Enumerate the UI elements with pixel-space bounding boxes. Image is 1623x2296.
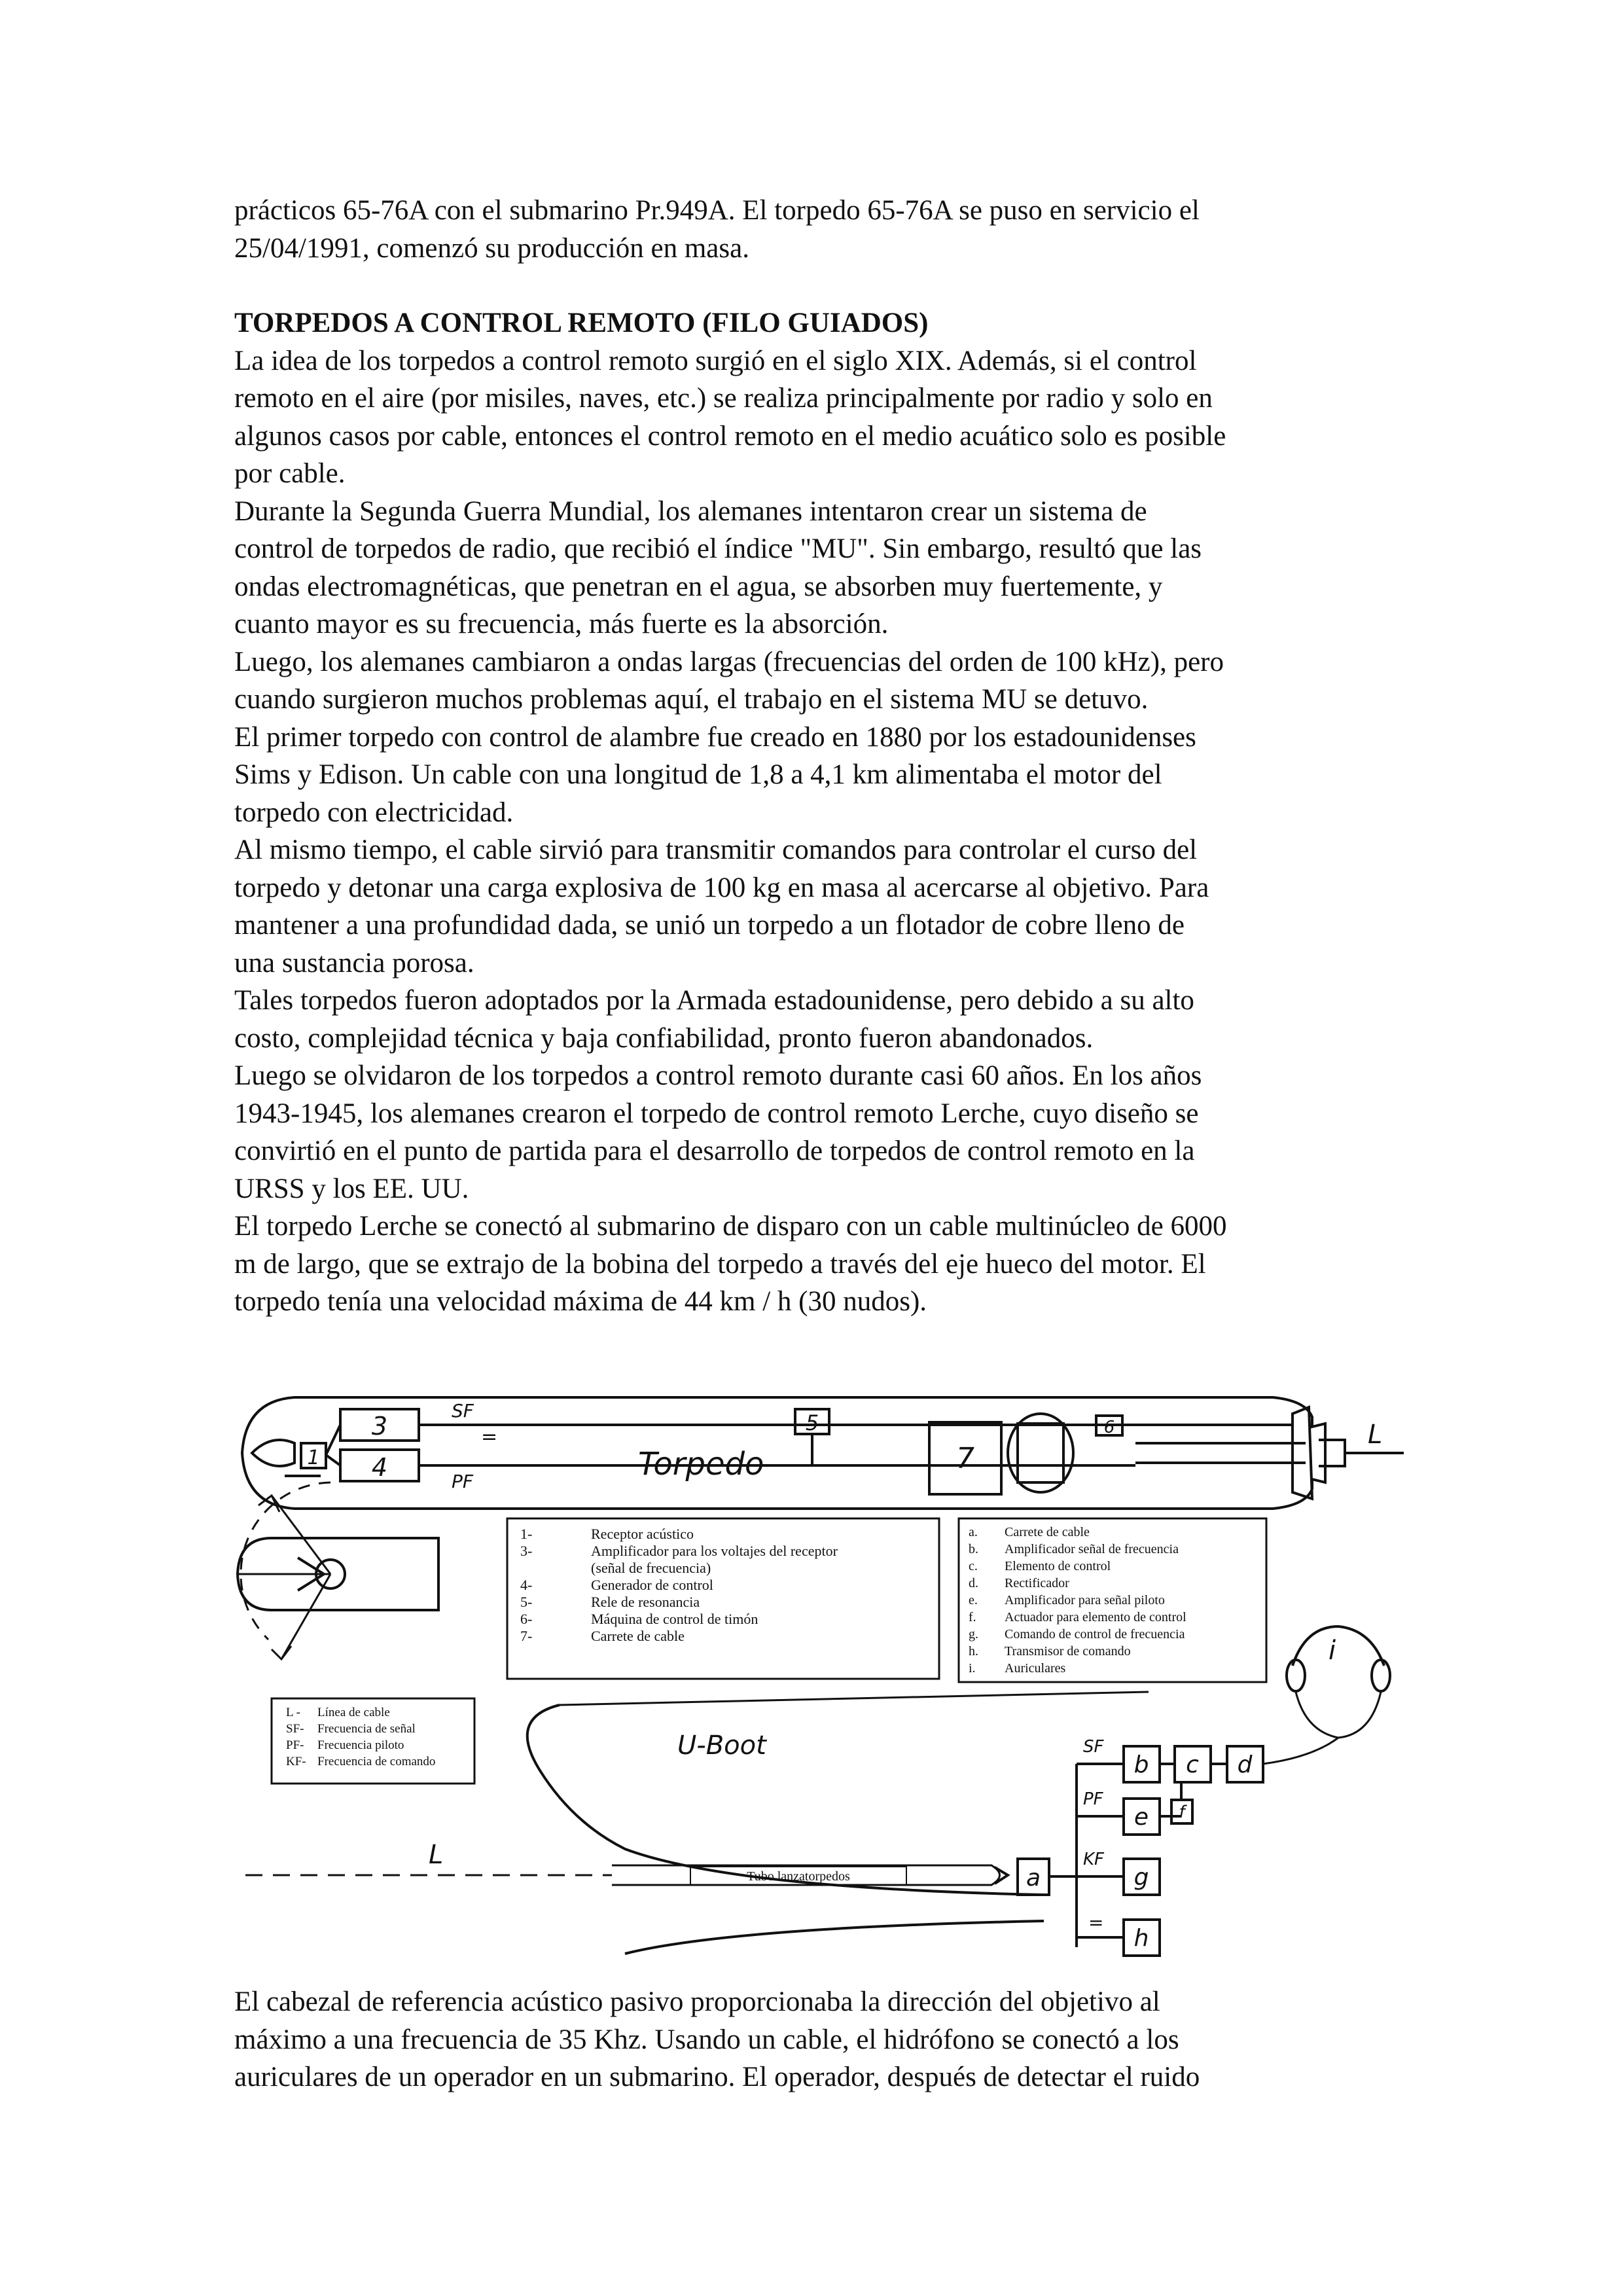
legend-text: Rectificador — [1005, 1576, 1069, 1590]
legend-text: Transmisor de comando — [1005, 1644, 1131, 1659]
text-line: URSS y los EE. UU. — [234, 1173, 469, 1204]
legend-key: b. — [969, 1542, 978, 1556]
box-g-label: g — [1133, 1864, 1149, 1891]
eq-signal-label: = — [481, 1426, 498, 1448]
legend-text: (señal de frecuencia) — [591, 1560, 711, 1576]
headphones-icon — [1263, 1626, 1390, 1764]
text-line: convirtió en el punto de partida para el desarrollo de torpedos de control remoto en la — [234, 1136, 1195, 1166]
text-line: Tales torpedos fueron adoptados por la Armada estadounidense, pero debido a su alto — [234, 985, 1194, 1016]
torpedo-nose — [252, 1400, 1293, 1492]
text-line: cuanto mayor es su frecuencia, más fuerte es la absorción. — [234, 609, 889, 639]
text-line: Al mismo tiempo, el cable sirvió para transmitir comandos para controlar el curso del — [234, 834, 1198, 865]
legend-key: 1- — [520, 1526, 533, 1542]
part-1-label: 1 — [307, 1446, 320, 1469]
legend-submarine — [959, 1518, 1266, 1682]
legend-torpedo — [507, 1518, 939, 1679]
part-4-label: 4 — [371, 1453, 388, 1482]
legend-key: 7- — [520, 1628, 533, 1644]
text-line: Sims y Edison. Un cable con una longitud de 1,8 a 4,1 km alimentaba el motor del — [234, 759, 1162, 790]
legend-key: f. — [969, 1610, 976, 1624]
text-line: auriculares de un operador en un submarino. El operador, después de detectar el ruido — [234, 2062, 1200, 2092]
control-boxes — [1018, 1737, 1263, 1956]
headphones-i-label: i — [1329, 1636, 1336, 1666]
box-b-label: b — [1133, 1751, 1149, 1778]
sf-signal-label: SF — [452, 1400, 474, 1422]
text-line: La idea de los torpedos a control remoto surgió en el siglo XIX. Además, si el control — [234, 345, 1197, 376]
cable-L-label-torpedo: L — [1368, 1420, 1383, 1450]
text-line: Luego se olvidaron de los torpedos a control remoto durante casi 60 años. En los años — [234, 1060, 1202, 1091]
legend-text: Frecuencia piloto — [317, 1738, 404, 1752]
legend-key: PF- — [286, 1738, 304, 1752]
torpedo-body — [242, 1397, 1404, 1509]
text-line: una sustancia porosa. — [234, 947, 474, 978]
text-line: algunos casos por cable, entonces el control remoto en el medio acuático solo es posible — [234, 420, 1226, 452]
eq-signal-label-sub: = — [1088, 1912, 1104, 1933]
text-line: El cabezal de referencia acústico pasivo proporcionaba la dirección del objetivo al — [234, 1986, 1160, 2017]
legend-key: i. — [969, 1661, 976, 1676]
kf-signal-label-sub: KF — [1083, 1850, 1105, 1869]
legend-text: Máquina de control de timón — [591, 1611, 758, 1627]
box-d-label: d — [1237, 1751, 1253, 1778]
text-line: torpedo tenía una velocidad máxima de 44 km / h (30 nudos). — [234, 1286, 927, 1317]
box-f-label: f — [1179, 1803, 1185, 1822]
part-5-label: 5 — [805, 1410, 819, 1435]
section-heading: TORPEDOS A CONTROL REMOTO (FILO GUIADOS) — [234, 308, 929, 338]
text-line: Luego, los alemanes cambiaron a ondas largas (frecuencias del orden de 100 kHz), pero — [234, 646, 1224, 677]
text-line: ondas electromagnéticas, que penetran en el agua, se absorben muy fuertemente, y — [234, 571, 1163, 602]
sf-signal-label-sub: SF — [1083, 1737, 1104, 1757]
text-line: torpedo y detonar una carga explosiva de 100 kg en masa al acercarse al objetivo. Para — [234, 872, 1209, 903]
tube-label: Tubo lanzatorpedos — [747, 1869, 850, 1884]
legend-key: KF- — [286, 1755, 306, 1768]
legend-text: Comando de control de frecuencia — [1005, 1627, 1185, 1641]
text-line: control de torpedos de radio, que recibió el índice "MU". Sin embargo, resultó que las — [234, 533, 1202, 564]
box-c-label: c — [1186, 1751, 1199, 1778]
part-7-label: 7 — [956, 1442, 974, 1475]
legend-text: Amplificador señal de frecuencia — [1005, 1542, 1179, 1556]
legend-text: Actuador para elemento de control — [1005, 1610, 1186, 1624]
text-line: 25/04/1991, comenzó su producción en masa. — [234, 232, 749, 264]
legend-key: SF- — [286, 1722, 304, 1736]
text-line: prácticos 65-76A con el submarino Pr.949A. El torpedo 65-76A se puso en servicio el — [234, 195, 1200, 226]
legend-key: 5- — [520, 1594, 533, 1610]
legend-key: 3- — [520, 1543, 533, 1559]
torpedo-label: Torpedo — [638, 1446, 764, 1482]
legend-text: Rele de resonancia — [591, 1594, 700, 1610]
legend-key: 4- — [520, 1577, 533, 1593]
text-line: m de largo, que se extrajo de la bobina del torpedo a través del eje hueco del motor. El — [234, 1248, 1206, 1280]
part-6-label: 6 — [1103, 1418, 1115, 1437]
text-line: El torpedo Lerche se conectó al submarino de disparo con un cable multinúcleo de 6000 — [234, 1211, 1227, 1242]
text-line: 1943-1945, los alemanes crearon el torpedo de control remoto Lerche, cuyo diseño se — [234, 1098, 1199, 1129]
text-line: costo, complejidad técnica y baja confiabilidad, pronto fueron abandonados. — [234, 1022, 1094, 1054]
legend-text: Elemento de control — [1005, 1559, 1111, 1573]
box-e-label: e — [1133, 1804, 1149, 1831]
legend-key: L - — [286, 1706, 300, 1719]
cable-L-label-sub: L — [429, 1840, 444, 1870]
text-line: torpedo con electricidad. — [234, 797, 514, 828]
text-line: El primer torpedo con control de alambre fue creado en 1880 por los estadounidenses — [234, 721, 1196, 753]
legend-key: g. — [969, 1627, 978, 1641]
pf-signal-label: PF — [452, 1471, 473, 1492]
legend-signals — [272, 1698, 474, 1784]
legend-text: Generador de control — [591, 1577, 713, 1593]
legend-text: Receptor acústico — [591, 1526, 694, 1542]
legend-text: Frecuencia de comando — [317, 1755, 436, 1768]
legend-key: d. — [969, 1576, 978, 1590]
legend-text: Carrete de cable — [1005, 1525, 1090, 1539]
legend-key: h. — [969, 1644, 978, 1659]
text-line: por cable. — [234, 458, 346, 489]
torpedo-midparts — [795, 1409, 1382, 1494]
torpedo-diagram — [232, 1378, 1410, 1967]
text-line: máximo a una frecuencia de 35 Khz. Usando un cable, el hidrófono se conectó a los — [234, 2024, 1179, 2055]
text-line: Durante la Segunda Guerra Mundial, los alemanes intentaron crear un sistema de — [234, 495, 1147, 527]
legend-key: c. — [969, 1559, 978, 1573]
legend-text: Carrete de cable — [591, 1628, 685, 1644]
legend-key: e. — [969, 1593, 978, 1607]
pf-signal-label-sub: PF — [1083, 1789, 1103, 1809]
uboot-label: U-Boot — [677, 1731, 766, 1761]
box-h-label: h — [1133, 1925, 1149, 1952]
text-line: mantener a una profundidad dada, se unió un torpedo a un flotador de cobre lleno de — [234, 910, 1185, 941]
legend-text: Auriculares — [1005, 1661, 1066, 1676]
text-line: cuando surgieron muchos problemas aquí, el trabajo en el sistema MU se detuvo. — [234, 684, 1149, 715]
body-text-top — [234, 192, 1399, 1321]
legend-text: Amplificador para los voltajes del receptor — [591, 1543, 838, 1559]
text-line: remoto en el aire (por misiles, naves, etc.) se realiza principalmente por radio y solo en — [234, 383, 1213, 414]
legend-text: Línea de cable — [317, 1706, 390, 1719]
legend-key: 6- — [520, 1611, 533, 1627]
part-3-label: 3 — [371, 1412, 388, 1441]
legend-text: Frecuencia de señal — [317, 1722, 416, 1736]
body-text-bottom — [234, 1983, 1399, 2096]
legend-text: Amplificador para señal piloto — [1005, 1593, 1165, 1607]
box-a-label: a — [1026, 1865, 1041, 1892]
legend-key: a. — [969, 1525, 978, 1539]
